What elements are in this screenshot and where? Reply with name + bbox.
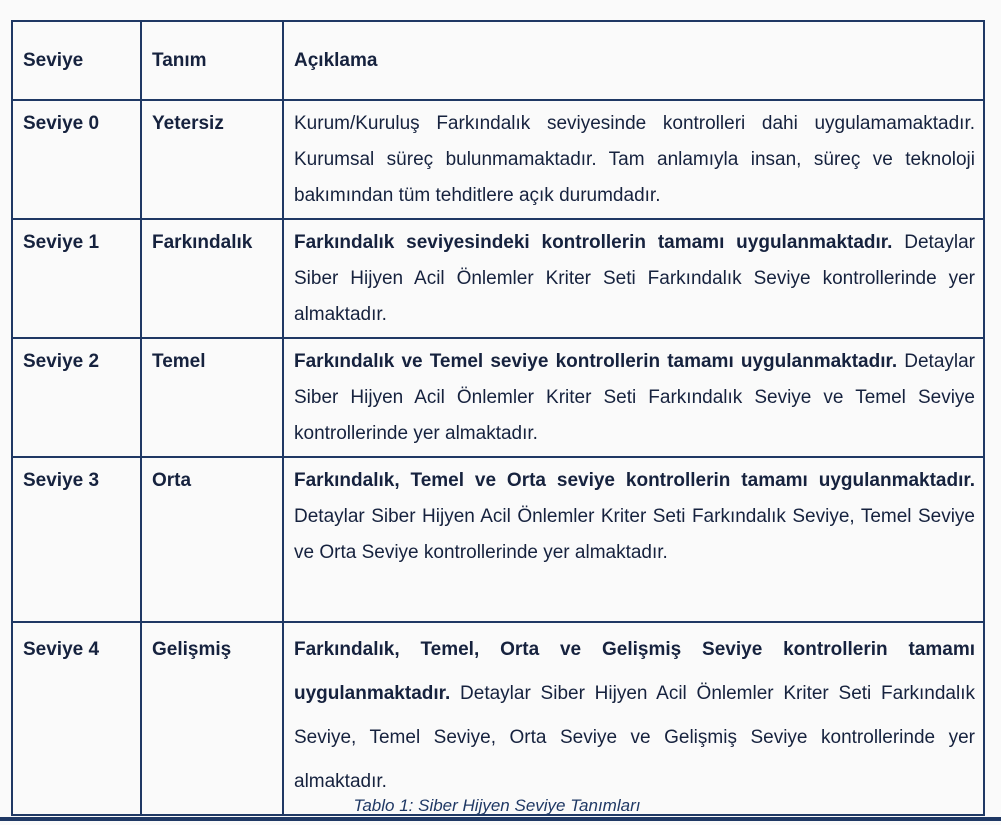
description-text: Detaylar Siber Hijyen Acil Önlemler Kriter Seti Farkındalık Seviye kontrollerinde yer almaktadır. xyxy=(294,232,975,325)
table-row xyxy=(12,100,984,219)
header-cell-aciklama: Açıklama xyxy=(283,21,984,100)
description-cell xyxy=(283,219,984,338)
description-text: Detaylar Siber Hijyen Acil Önlemler Kriter Seti Farkındalık Seviye ve Temel Seviye kontrollerinde yer almaktadır. xyxy=(294,351,975,444)
table-row xyxy=(12,457,984,622)
level-cell: Seviye 4 xyxy=(12,622,141,815)
level-cell: Seviye 0 xyxy=(12,100,141,219)
cyber-hygiene-levels-table xyxy=(11,20,985,816)
header-cell-tanim: Tanım xyxy=(141,21,283,100)
description-cell xyxy=(283,100,984,219)
table-row xyxy=(12,622,984,815)
definition-cell: Gelişmiş xyxy=(141,622,283,815)
level-cell: Seviye 3 xyxy=(12,457,141,622)
level-cell: Seviye 1 xyxy=(12,219,141,338)
definition-cell: Farkındalık xyxy=(141,219,283,338)
description-text: Detaylar Siber Hijyen Acil Önlemler Kriter Seti Farkındalık Seviye, Temel Seviye ve Orta Seviye kontrollerinde yer almaktadır. xyxy=(294,506,975,563)
description-bold-text: Farkındalık seviyesindeki kontrollerin tamamı uygulanmaktadır. xyxy=(294,232,893,253)
description-cell xyxy=(283,457,984,622)
table-row xyxy=(12,219,984,338)
table-header-row xyxy=(12,21,984,100)
description-bold-text: Farkındalık ve Temel seviye kontrollerin tamamı uygulanmaktadır. xyxy=(294,351,898,372)
description-bold-text: Farkındalık, Temel, Orta ve Gelişmiş Seviye kontrollerin tamamı uygulanmaktadır. xyxy=(294,639,975,704)
description-bold-text: Farkındalık, Temel ve Orta seviye kontrollerin tamamı uygulanmaktadır. xyxy=(294,470,975,491)
description-cell xyxy=(283,622,984,815)
description-text: Kurum/Kuruluş Farkındalık seviyesinde kontrolleri dahi uygulamamaktadır. Kurumsal süreç bulunmamaktadır. Tam anlamıyla insan, süreç ve teknoloji bakımından tüm tehditlere açık durumdadır. xyxy=(294,113,975,206)
header-cell-seviye: Seviye xyxy=(12,21,141,100)
definition-cell: Orta xyxy=(141,457,283,622)
level-cell: Seviye 2 xyxy=(12,338,141,457)
description-text: Detaylar Siber Hijyen Acil Önlemler Kriter Seti Farkındalık Seviye, Temel Seviye, Orta Seviye ve Gelişmiş Seviye kontrollerinde yer almaktadır. xyxy=(294,683,975,792)
definition-cell: Temel xyxy=(141,338,283,457)
table-caption: Tablo 1: Siber Hijyen Seviye Tanımları xyxy=(353,796,641,815)
description-cell xyxy=(283,338,984,457)
definition-cell: Yetersiz xyxy=(141,100,283,219)
table-row xyxy=(12,338,984,457)
page-bottom-rule xyxy=(0,817,1001,821)
